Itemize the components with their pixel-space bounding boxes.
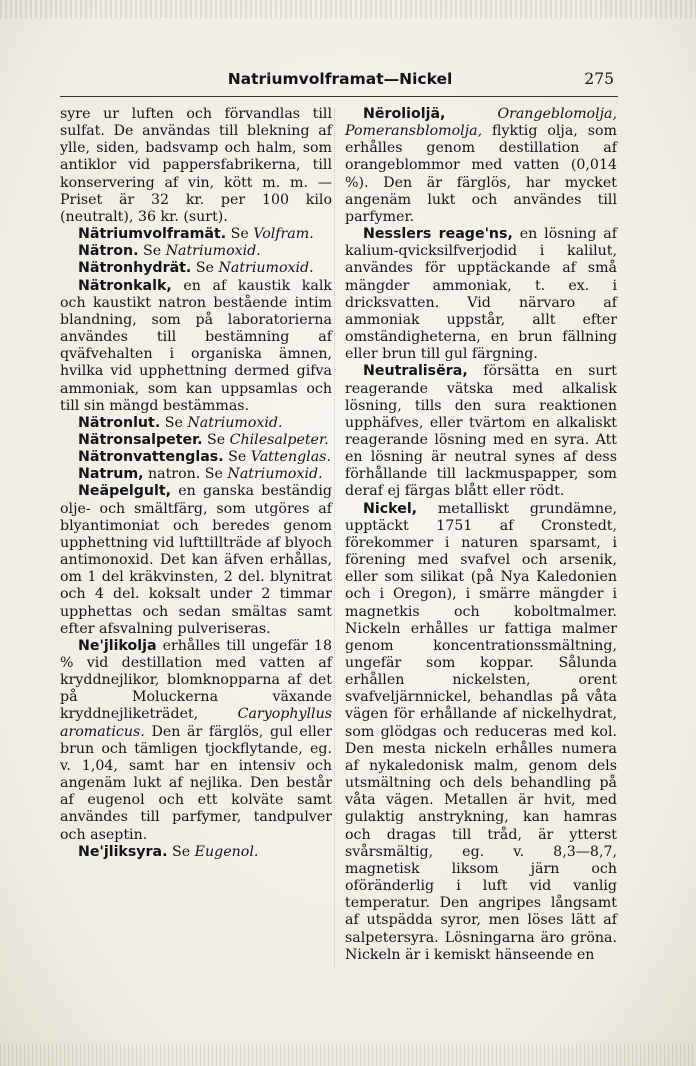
cross-reference: Natriumoxid. bbox=[218, 260, 314, 277]
entry-natron: Nätron. Se Natriumoxid. bbox=[78, 243, 261, 260]
entry-headword: Nätriumvolframät. bbox=[78, 226, 227, 243]
entry-headword: Nätronsalpeter. bbox=[78, 431, 203, 448]
left-column bbox=[60, 106, 332, 861]
entry-headword: Nesslers reage'ns, bbox=[363, 226, 513, 243]
entry-natronsalpeter: Nätronsalpeter. Se Chilesalpeter. bbox=[78, 431, 329, 448]
entry-headword: Nätronhydrät. bbox=[78, 260, 192, 277]
entry-headword: Ne'jlikolja bbox=[78, 637, 157, 654]
entry-headword: Natrum, bbox=[78, 466, 144, 483]
entry-headword: Ne'jliksyra. bbox=[78, 843, 168, 860]
entry-headword: Nätronvattenglas. bbox=[78, 449, 224, 466]
scan-edge-bottom bbox=[0, 1044, 696, 1066]
entry-headword: Neutralisëra, bbox=[363, 363, 468, 380]
entry-nickel: Nickel, metalliskt grundämne, upptäckt 1751 af Cronstedt, förekommer i naturen sparsamt, i förening med svafvel och arsenik, eller som silikat (på Nya Kaledonien och i Oregon), i smärre mängder i magnetkis och koboltmalmer. Nickeln erhålles ur fattiga malmer genom koncentrationssmältning, ungefär som koppar. Sålunda erhållen nickelsten, orent svafveljärnnickel, behandlas på våta vägen för erhållande af nickelhydrat, som glödgas och reduceras med kol. Den mesta nickeln erhålles numera af nykaledonisk malm, genom dels utsmältning och dels behandling på våta vägen. Metallen är hvit, med gulaktig anstrykning, kan hamras och dragas till tråd, är ytterst svårsmältig, eg. v. 8,3—8,7, magnetisk liksom järn och oföränderlig i luft vid vanlig temperatur. Den angripes långsamt af utspädda syror, men löses lätt af salpetersyra. Lösningarna äro gröna. Nickeln är i kemiskt hänseende en bbox=[345, 500, 617, 963]
entry-neapelgult: Neäpelgult, en ganska beständig olje- och smältfärg, som utgöres af blyantimoniat och beredes genom upphettning vid lufttillträde af blyoch antimonoxid. Det kan äfven erhållas, om 1 del kräkvinsten, 2 del. blynitrat och 4 del. koksalt under 2 timmar upphettas och sedan smältas samt efter afsvalning pulveriseras. bbox=[60, 483, 332, 637]
cross-reference: Natriumoxid. bbox=[227, 466, 323, 483]
page-number: 275 bbox=[584, 70, 614, 88]
cross-reference: Natriumoxid. bbox=[187, 414, 283, 431]
column-gutter bbox=[334, 108, 335, 968]
right-column bbox=[345, 106, 617, 964]
cross-reference: Chilesalpeter. bbox=[229, 431, 329, 448]
header-title: Natriumvolframat—Nickel bbox=[227, 70, 453, 88]
entry-nejlikolja: Ne'jlikolja erhålles till ungefär 18 % vid destillation med vatten af kryddnejlikor, blomknopparna af det på Moluckerna växande kryddnejliketrädet, Caryophyllus aromaticus. Den är färglös, gul eller brun och tämligen tjockflytande, eg. v. 1,04, samt har en intensiv och angenäm lukt af nejlika. Den består af eugenol och ett kolväte samt användes till parfymer, tandpulver och aseptin. bbox=[60, 637, 332, 843]
entry-natronkalk: Nätronkalk, en af kaustik kalk och kaustikt natron bestående intim blandning, som på laboratorierna användes till bestämning af qväfvehalten i organiska ämnen, hvilka vid upphettning dermed gifva ammoniak, som kan uppsamlas och till sin mängd bestämmas. bbox=[60, 277, 332, 414]
scan-edge-top bbox=[0, 0, 696, 18]
entry-natronhydrat: Nätronhydrät. Se Natriumoxid. bbox=[78, 260, 314, 277]
entry-headword: Nërolioljä, bbox=[363, 106, 446, 122]
entry-headword: Nickel, bbox=[363, 500, 418, 517]
running-header bbox=[60, 70, 620, 96]
entry-natronvattenglas: Nätronvattenglas. Se Vattenglas. bbox=[78, 449, 331, 466]
entry-neutralisera: Neutralisëra, försätta en surt reagerande vätska med alkalisk lösning, tills den sura reaktionen upphäfves, eller tvärtom en alkaliskt reagerande lösning med en syra. Att en lösning är neutral synes af dess förhållande till lackmuspapper, som deraf ej färgas blått eller rödt. bbox=[345, 363, 617, 500]
entry-headword: Neäpelgult, bbox=[78, 483, 172, 500]
entry-natrum: Natrum, natron. Se Natriumoxid. bbox=[78, 466, 323, 483]
cross-reference: Natriumoxid. bbox=[165, 243, 261, 260]
entry-headword: Nätron. bbox=[78, 243, 139, 260]
entry-headword: Nätronkalk, bbox=[78, 277, 172, 294]
entry-nesslers-reagens: Nesslers reage'ns, en lösning af kalium-qvicksilfverjodid i kalilut, användes för upptäckande af små mängder ammoniak, t. ex. i dricksvatten. Vid närvaro af ammoniak uppstår, allt efter omständigheterna, en brun fällning eller brun till gul färgning. bbox=[345, 226, 617, 363]
cross-reference: Eugenol. bbox=[194, 843, 259, 860]
cross-reference: Vattenglas. bbox=[250, 449, 331, 466]
entry-natriumvolframat: Nätriumvolframät. Se Volfram. bbox=[78, 226, 314, 243]
entry-headword: Nätronlut. bbox=[78, 414, 161, 431]
latin-name: Caryophyllus aromaticus. bbox=[60, 706, 332, 740]
entry-neroliolja: Nërolioljä, Orangeblomolja, Pomeransblomolja, flyktig olja, som erhålles genom destillation af orangeblommor med vatten (0,014 %). Den är färglös, har mycket angenäm lukt och användes till parfymer. bbox=[345, 106, 617, 225]
header-rule bbox=[60, 96, 618, 97]
entry-natronlut: Nätronlut. Se Natriumoxid. bbox=[78, 414, 283, 431]
cross-reference: Volfram. bbox=[253, 226, 314, 243]
synonym: Orangeblomolja, Pomeransblomolja, bbox=[345, 106, 617, 140]
entry-continuation: syre ur luften och förvandlas till sulfat. De användas till blekning af ylle, siden, badsvamp och halm, som antiklor vid pappersfabrikerna, till konservering af vin, kött m. m. — Priset är 32 kr. per 100 kilo (neutralt), 36 kr. (surt). bbox=[60, 106, 332, 225]
entry-nejliksyra: Ne'jliksyra. Se Eugenol. bbox=[78, 843, 259, 860]
